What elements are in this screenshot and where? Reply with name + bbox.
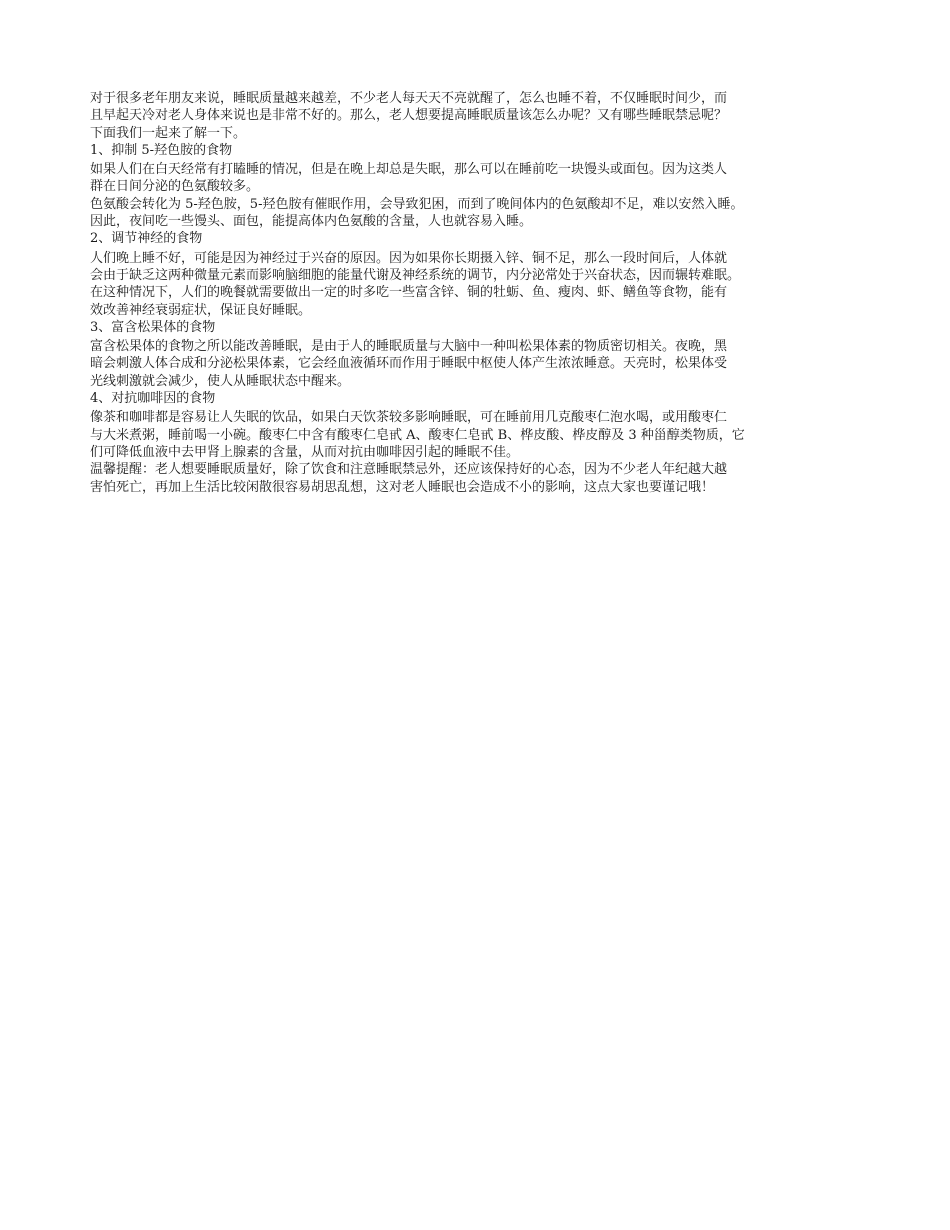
text-line: 在这种情况下，人们的晚餐就需要做出一定的时多吃一些富含锌、铜的牡蛎、鱼、瘦肉、虾、鳝鱼等食物，能有: [90, 285, 728, 301]
text-line: 效改善神经衰弱症状，保证良好睡眠。: [90, 302, 312, 318]
section-heading: 3、富含松果体的食物: [90, 319, 216, 335]
text-line: 群在日间分泌的色氨酸较多。: [90, 179, 260, 195]
text-line: 如果人们在白天经常有打瞌睡的情况，但是在晚上却总是失眠，那么可以在睡前吃一块馒头或面包。因为这类人: [90, 162, 728, 178]
text-line: 对于很多老年朋友来说，睡眠质量越来越差，不少老人每天天不亮就醒了，怎么也睡不着，不仅睡眠时间少，而: [90, 91, 728, 106]
section-heading: 1、抑制 5-羟色胺的食物: [90, 142, 233, 158]
text-line: 下面我们一起来了解一下。: [90, 125, 247, 141]
section-paragraph: [90, 196, 880, 231]
text-line: 且早起天冷对老人身体来说也是非常不好的。那么，老人想要提高睡眠质量该怎么办呢？又有哪些睡眠禁忌呢？: [90, 108, 728, 124]
section-paragraph: [90, 338, 880, 390]
section-1: [90, 142, 880, 230]
section-heading: 2、调节神经的食物: [90, 231, 203, 247]
section-paragraph: [90, 161, 880, 196]
intro-paragraph: [90, 90, 880, 142]
section-paragraph: [90, 250, 880, 319]
text-line: 暗会刺激人体合成和分泌松果体素，它会经血液循环而作用于睡眠中枢使人体产生浓浓睡意。天亮时，松果体受: [90, 356, 728, 372]
text-line: 光线刺激就会减少，使人从睡眠状态中醒来。: [90, 373, 351, 389]
text-line: 与大米煮粥，睡前喝一小碗。酸枣仁中含有酸枣仁皂甙 A、酸枣仁皂甙 B、桦皮酸、桦皮醇及 3 种甾醇类物质，它: [90, 427, 745, 443]
text-line: 像茶和咖啡都是容易让人失眠的饮品，如果白天饮茶较多影响睡眠，可在睡前用几克酸枣仁泡水喝，或用酸枣仁: [90, 410, 728, 426]
text-line: 害怕死亡，再加上生活比较闲散很容易胡思乱想，这对老人睡眠也会造成不小的影响，这点大家也要谨记哦！: [90, 479, 715, 495]
text-line: 温馨提醒：老人想要睡眠质量好，除了饮食和注意睡眠禁忌外，还应该保持好的心态，因为不少老人年纪越大越: [90, 462, 728, 478]
text-line: 富含松果体的食物之所以能改善睡眠，是由于人的睡眠质量与大脑中一种叫松果体素的物质密切相关。夜晚，黑: [90, 339, 728, 355]
document-body: [90, 90, 880, 496]
text-line: 们可降低血液中去甲肾上腺素的含量，从而对抗由咖啡因引起的睡眠不佳。: [90, 444, 520, 460]
text-line: 因此，夜间吃一些馒头、面包，能提高体内色氨酸的含量，人也就容易入睡。: [90, 214, 533, 230]
section-heading: 4、对抗咖啡因的食物: [90, 391, 216, 407]
text-line: 人们晚上睡不好，可能是因为神经过于兴奋的原因。因为如果你长期摄入锌、铜不足，那么一段时间后，人体就: [90, 250, 728, 266]
section-4: [90, 390, 880, 461]
section-2: [90, 230, 880, 318]
tip-paragraph: [90, 461, 880, 496]
text-line: 色氨酸会转化为 5-羟色胺，5-羟色胺有催眠作用，会导致犯困，而到了晚间体内的色氨酸却不足，难以安然入睡。: [90, 196, 744, 212]
text-line: 会由于缺乏这两种微量元素而影响脑细胞的能量代谢及神经系统的调节，内分泌常处于兴奋状态，因而辗转难眠。: [90, 267, 741, 283]
section-paragraph: [90, 409, 880, 461]
section-3: [90, 319, 880, 390]
